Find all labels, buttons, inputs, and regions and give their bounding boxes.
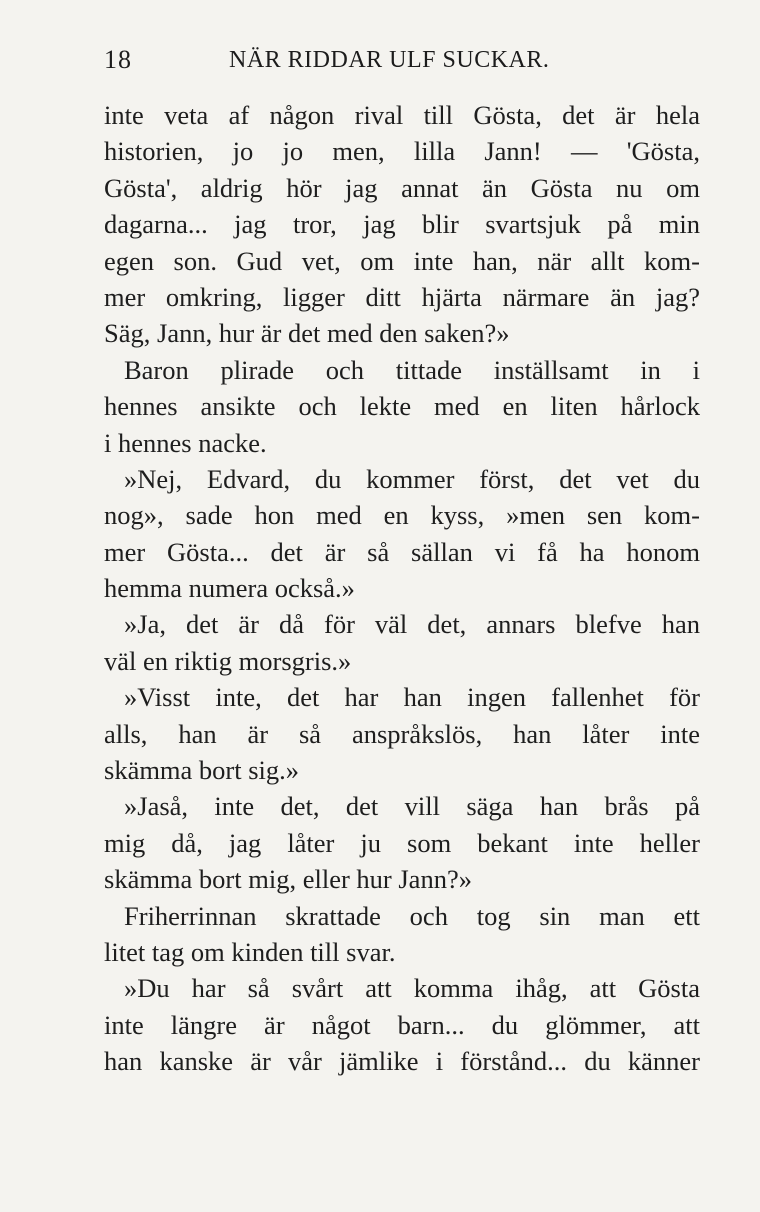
text-line: historien, jo jo men, lilla Jann! — 'Gösta,: [104, 136, 700, 167]
text-line: Friherrinnan skrattade och tog sin man ett: [124, 900, 700, 931]
text-line: Baron plirade och tittade inställsamt in i: [124, 354, 700, 385]
text-line: hemma numera också.»: [104, 573, 355, 604]
text-line: mig då, jag låter ju som bekant inte heller: [104, 827, 700, 858]
text-line: »Jaså, inte det, det vill säga han brås på: [124, 791, 700, 822]
text-line: »Du har så svårt att komma ihåg, att Gösta: [124, 973, 700, 1004]
text-line: väl en riktig morsgris.»: [104, 645, 352, 676]
text-line: alls, han är så anspråkslös, han låter inte: [104, 718, 700, 749]
text-line: inte veta af någon rival till Gösta, det är hela: [104, 100, 700, 130]
body-text: [104, 97, 700, 1080]
text-line: skämma bort mig, eller hur Jann?»: [104, 864, 472, 895]
text-line: Säg, Jann, hur är det med den saken?»: [104, 318, 510, 349]
text-line: nog», sade hon med en kyss, »men sen kom-: [104, 500, 700, 531]
text-line: inte längre är något barn... du glömmer, att: [104, 1009, 700, 1040]
text-line: Gösta', aldrig hör jag annat än Gösta nu om: [104, 172, 700, 203]
text-line: skämma bort sig.»: [104, 755, 300, 786]
text-line: »Nej, Edvard, du kommer först, det vet du: [124, 463, 700, 494]
text-line: egen son. Gud vet, om inte han, när allt kom-: [104, 245, 700, 276]
page-number: 18: [104, 45, 132, 74]
text-line: han kanske är vår jämlike i förstånd... du känner: [104, 1046, 700, 1077]
text-line: mer Gösta... det är så sällan vi få ha honom: [104, 536, 700, 567]
text-line: i hennes nacke.: [104, 427, 267, 458]
text-line: dagarna... jag tror, jag blir svartsjuk på min: [104, 209, 700, 240]
page-header: [104, 45, 700, 79]
text-line: »Ja, det är då för väl det, annars blefve han: [124, 609, 700, 640]
text-line: »Visst inte, det har han ingen fallenhet för: [124, 682, 700, 713]
text-line: hennes ansikte och lekte med en liten hårlock: [104, 391, 700, 422]
running-title: NÄR RIDDAR ULF SUCKAR.: [229, 47, 550, 73]
text-line: mer omkring, ligger ditt hjärta närmare än jag?: [104, 281, 700, 312]
text-line: litet tag om kinden till svar.: [104, 936, 396, 967]
